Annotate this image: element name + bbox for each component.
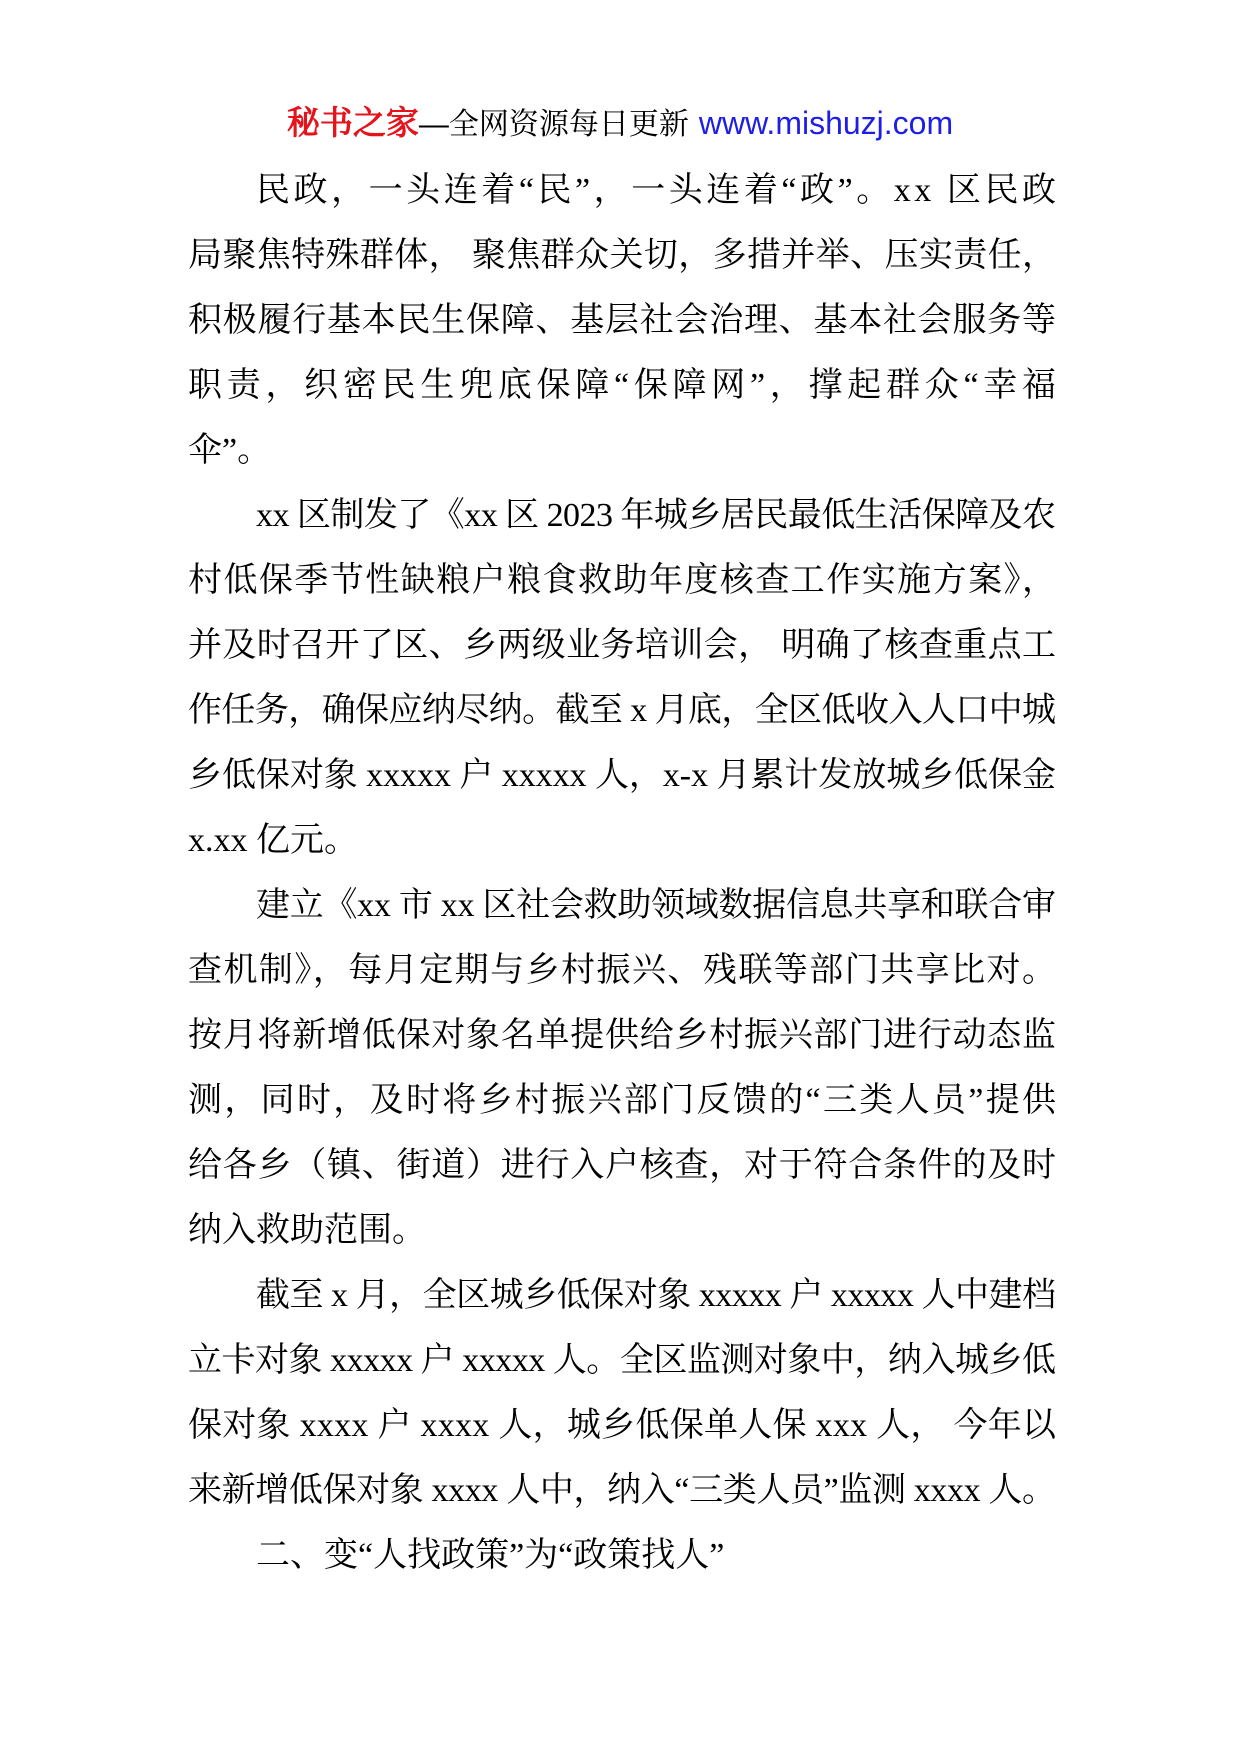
body-text-line: 并及时召开了区、乡两级业务培训会， 明确了核查重点工 [188,627,1057,664]
document-body [188,158,1061,1588]
body-text-line: 来新增低保对象 xxxx 人中，纳入“三类人员”监测 xxxx 人。 [188,1472,1056,1509]
paragraph-4 [188,1263,1056,1523]
site-url-link[interactable]: www.mishuzj.com [698,105,954,141]
body-text-line: 伞”。 [188,432,272,469]
paragraph-3 [188,873,1059,1263]
body-text-line: x.xx 亿元。 [188,822,358,859]
body-text-line: 积极履行基本民生保障、基层社会治理、基本社会服务等 [188,302,1057,339]
body-text-line: 保对象 xxxx 户 xxxx 人，城乡低保单人保 xxx 人， 今年以 [188,1407,1057,1444]
paragraph-1 [188,158,1061,483]
section-heading-text: 二、变“人找政策”为“政策找人” [256,1537,725,1574]
body-text-line: 纳入救助范围。 [188,1212,426,1249]
body-text-line: 职责，织密民生兜底保障“保障网”，撑起群众“幸福 [188,367,1061,404]
body-text-line: 截至 x 月，全区城乡低保对象 xxxxx 户 xxxxx 人中建档 [256,1277,1056,1314]
body-text-line: 测，同时，及时将乡村振兴部门反馈的“三类人员”提供 [188,1082,1059,1119]
body-text-line: xx 区制发了《xx 区 2023 年城乡居民最低生活保障及农 [256,497,1056,534]
body-text-line: 局聚焦特殊群体， 聚焦群众关切，多措并举、压实责任， [188,237,1057,274]
site-header [0,101,1240,145]
body-text-line: 给各乡（镇、街道）进行入户核查，对于符合条件的及时 [188,1147,1057,1184]
body-text-line: 乡低保对象 xxxxx 户 xxxxx 人，x-x 月累计发放城乡低保金 [188,757,1056,794]
body-text-line: 查机制》，每月定期与乡村振兴、残联等部门共享比对。 [188,952,1058,989]
body-text-line: 立卡对象 xxxxx 户 xxxxx 人。全区监测对象中，纳入城乡低 [188,1342,1056,1379]
body-text-line: 按月将新增低保对象名单提供给乡村振兴部门进行动态监 [188,1017,1057,1054]
paragraph-2 [188,483,1056,873]
body-text-line: 作任务，确保应纳尽纳。截至 x 月底，全区低收入人口中城 [188,692,1056,729]
site-brand-name: 秘书之家 [286,104,419,141]
body-text-line: 民政，一头连着“民”，一头连着“政”。xx 区民政 [256,172,1060,209]
body-text-line: 村低保季节性缺粮户粮食救助年度核查工作实施方案》， [188,562,1058,599]
site-tagline: —全网资源每日更新 [418,108,689,141]
body-text-line: 建立《xx 市 xx 区社会救助领域数据信息共享和联合审 [256,887,1056,924]
section-heading [188,1523,1056,1588]
